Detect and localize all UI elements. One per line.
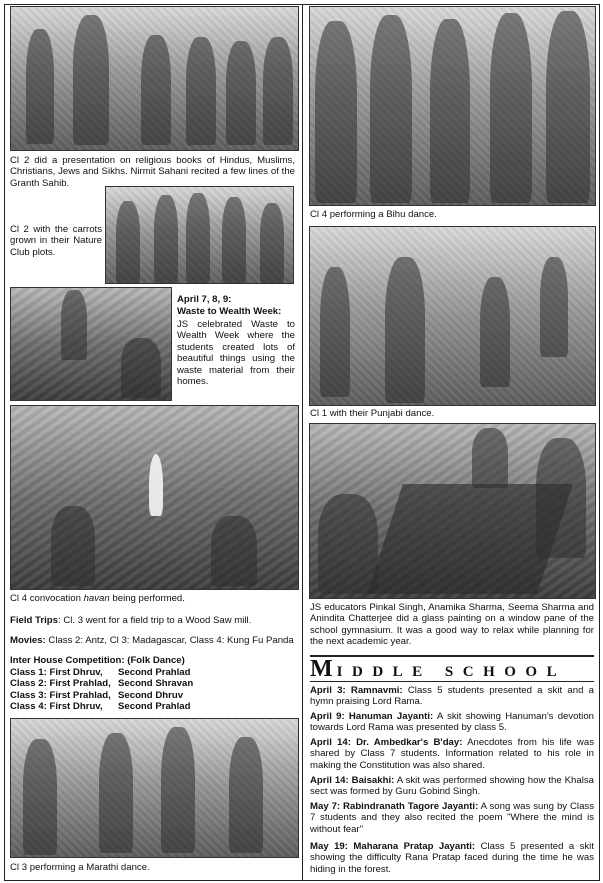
inter-house-row: Class 1: First Dhruv, Second Prahlad: [10, 667, 191, 678]
inter-house-title: Inter House Competition: (Folk Dance): [10, 655, 185, 666]
photo-cl2-religious-books: [10, 6, 299, 151]
caption-cl3-marathi: Cl 3 performing a Marathi dance.: [10, 862, 150, 873]
inter-house-row: Class 2: First Prahlad, Second Shravan: [10, 678, 194, 690]
photo-waste-to-wealth: [10, 287, 172, 401]
caption-cl2-books: Cl 2 did a presentation on religious books of Hindus, Muslims, Christians, Jews and Sikhs. Nirmit Sahani recited a few lines of the Granth Sahib.: [10, 155, 295, 189]
inter-house-results: [10, 667, 300, 712]
caption-cl1-punjabi: Cl 1 with their Punjabi dance.: [310, 408, 435, 419]
caption-cl2-carrots: Cl 2 with the carrots grown in their Nature Club plots.: [10, 224, 102, 258]
caption-educators: JS educators Pinkal Singh, Anamika Sharma, Seema Sharma and Anindita Chatterjee did a glass painting on a window pane of the school gymnasium. It was a good way to relax while planning for the next academic year.: [310, 602, 594, 648]
movies: Movies: Class 2: Antz, Cl 3: Madagascar, Class 4: Kung Fu Panda: [10, 635, 294, 646]
waste-week-heading-dates: April 7, 8, 9:: [177, 294, 232, 305]
middle-school-event: April 14: Baisakhi: A skit was performed showing how the Khalsa sect was formed by Guru Gobind Singh.: [310, 775, 594, 798]
middle-school-event: April 9: Hanuman Jayanti: A skit showing Hanuman's devotion towards Lord Rama was presented by class 5.: [310, 711, 594, 734]
photo-cl4-havan: [10, 405, 299, 590]
waste-week-heading-title: Waste to Wealth Week:: [177, 306, 282, 317]
photo-cl2-carrots: [105, 186, 294, 284]
inter-house-row: Class 4: First Dhruv, Second Prahlad: [10, 700, 191, 712]
photo-cl3-marathi: [10, 718, 299, 858]
field-trips: Field Trips: Cl. 3 went for a field trip to a Wood Saw mill.: [10, 615, 252, 626]
middle-school-event: May 19: Maharana Pratap Jayanti: Class 5 presented a skit showing the difficulty Rana Pratap faced during the time he was hiding in the forest.: [310, 841, 594, 875]
photo-glass-painting: [309, 423, 596, 599]
column-divider: [302, 4, 303, 881]
middle-school-event: April 14: Dr. Ambedkar's B'day: Anecdotes from his life was shared by Class 7 students. Information related to his role in making the Constitution was also shared.: [310, 737, 594, 771]
middle-school-event: May 7: Rabindranath Tagore Jayanti: A song was sung by Class 7 students and they also recited the poem "Where the mind is without fear": [310, 801, 594, 835]
caption-cl4-havan: Cl 4 convocation havan being performed.: [10, 593, 185, 604]
photo-cl4-bihu: [309, 6, 596, 206]
inter-house-row: Class 3: First Prahlad, Second Dhruv: [10, 689, 184, 701]
photo-cl1-punjabi: [309, 226, 596, 406]
middle-school-event: April 3: Ramnavmi: Class 5 students presented a skit and a hymn praising Lord Rama.: [310, 685, 595, 708]
waste-week-body: JS celebrated Waste to Wealth Week where the students created lots of beautiful things using the waste material from their homes.: [177, 319, 295, 388]
caption-cl4-bihu: Cl 4 performing a Bihu dance.: [310, 209, 437, 220]
middle-school-heading: MIDDLE SCHOOL: [310, 655, 594, 682]
